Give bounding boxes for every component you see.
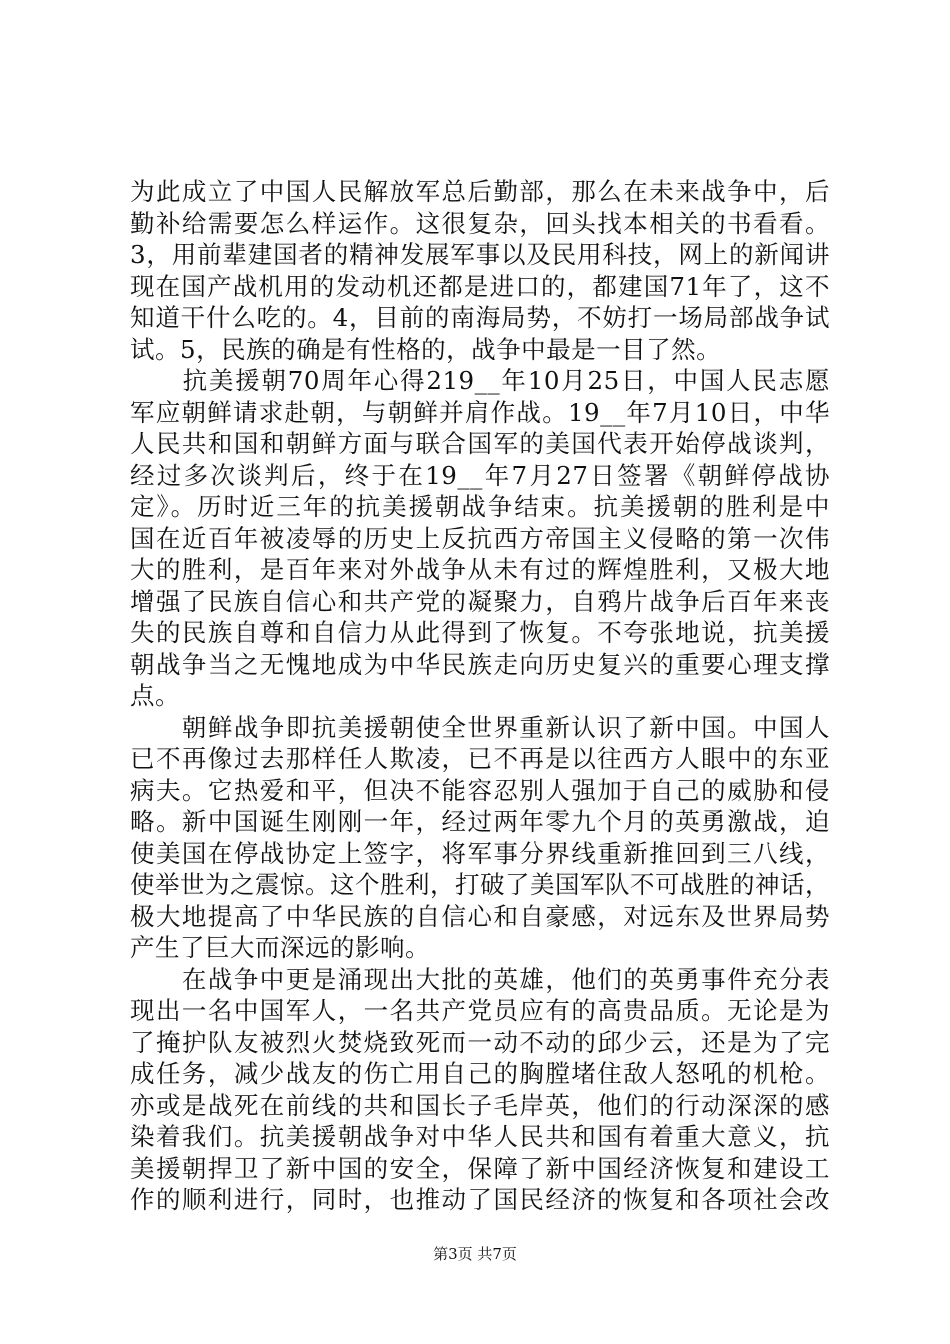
text-line: 试。5，民族的确是有性格的，战争中最是一目了然。	[130, 334, 722, 364]
text-line: 人民共和国和朝鲜方面与联合国军的美国代表开始停战谈判，	[130, 429, 830, 458]
text-line: 国在近百年被凌辱的历史上反抗西方帝国主义侵略的第一次伟	[130, 523, 830, 553]
text-line: 经过多次谈判后，终于在19__年7月27日签署《朝鲜停战协	[130, 460, 830, 490]
text-line: 勤补给需要怎么样运作。这很复杂，回头找本相关的书看看。	[130, 208, 830, 238]
text-line: 知道干什么吃的。4，目前的南海局势，不妨打一场局部战争试	[130, 303, 830, 332]
text-line: 增强了民族自信心和共产党的凝聚力，自鸦片战争后百年来丧	[130, 586, 830, 616]
text-line: 染着我们。抗美援朝战争对中华人民共和国有着重大意义，抗	[130, 1122, 830, 1151]
text-line: 使举世为之震惊。这个胜利，打破了美国军队不可战胜的神话，	[130, 870, 830, 899]
text-line: 大的胜利，是百年来对外战争从未有过的辉煌胜利，又极大地	[130, 555, 830, 584]
text-line: 极大地提高了中华民族的自信心和自豪感，对远东及世界局势	[130, 901, 830, 931]
text-line: 使美国在停战协定上签字，将军事分界线重新推回到三八线，	[130, 838, 830, 868]
text-line: 了掩护队友被烈火焚烧致死而一动不动的邱少云，还是为了完	[130, 1027, 830, 1057]
text-line: 抗美援朝70周年心得219__年10月25日，中国人民志愿	[130, 366, 830, 395]
text-line: 病夫。它热爱和平，但决不能容忍别人强加于自己的威胁和侵	[130, 775, 830, 805]
text-line: 军应朝鲜请求赴朝，与朝鲜并肩作战。19__年7月10日，中华	[130, 397, 830, 427]
text-line: 点。	[130, 681, 180, 710]
text-line: 为此成立了中国人民解放军总后勤部，那么在未来战争中，后	[130, 177, 830, 206]
text-line: 3，用前辈建国者的精神发展军事以及民用科技，网上的新闻讲	[130, 240, 830, 269]
text-line: 产生了巨大而深远的影响。	[130, 933, 430, 962]
text-line: 亦或是战死在前线的共和国长子毛岸英，他们的行动深深的感	[130, 1090, 830, 1120]
page-footer: 第3页 共7页	[433, 1245, 517, 1263]
text-line: 在战争中更是涌现出大批的英雄，他们的英勇事件充分表	[130, 964, 830, 994]
text-line: 现出一名中国军人，一名共产党员应有的高贵品质。无论是为	[130, 996, 830, 1025]
text-line: 失的民族自尊和自信力从此得到了恢复。不夸张地说，抗美援	[130, 618, 830, 647]
text-line: 略。新中国诞生刚刚一年，经过两年零九个月的英勇激战，迫	[130, 807, 830, 836]
text-line: 美援朝捍卫了新中国的安全，保障了新中国经济恢复和建设工	[130, 1153, 830, 1183]
text-line: 成任务，减少战友的伤亡用自己的胸膛堵住敌人怒吼的机枪。	[130, 1059, 830, 1088]
text-line: 朝鲜战争即抗美援朝使全世界重新认识了新中国。中国人	[130, 712, 830, 742]
text-line: 现在国产战机用的发动机还都是进口的，都建国71年了，这不	[130, 271, 830, 301]
text-line: 已不再像过去那样任人欺凌，已不再是以往西方人眼中的东亚	[130, 744, 830, 773]
body-text	[130, 176, 830, 1216]
text-line: 定》。历时近三年的抗美援朝战争结束。抗美援朝的胜利是中	[130, 492, 830, 521]
text-line: 作的顺利进行，同时，也推动了国民经济的恢复和各项社会改	[130, 1185, 830, 1214]
text-line: 朝战争当之无愧地成为中华民族走向历史复兴的重要心理支撑	[130, 649, 830, 679]
